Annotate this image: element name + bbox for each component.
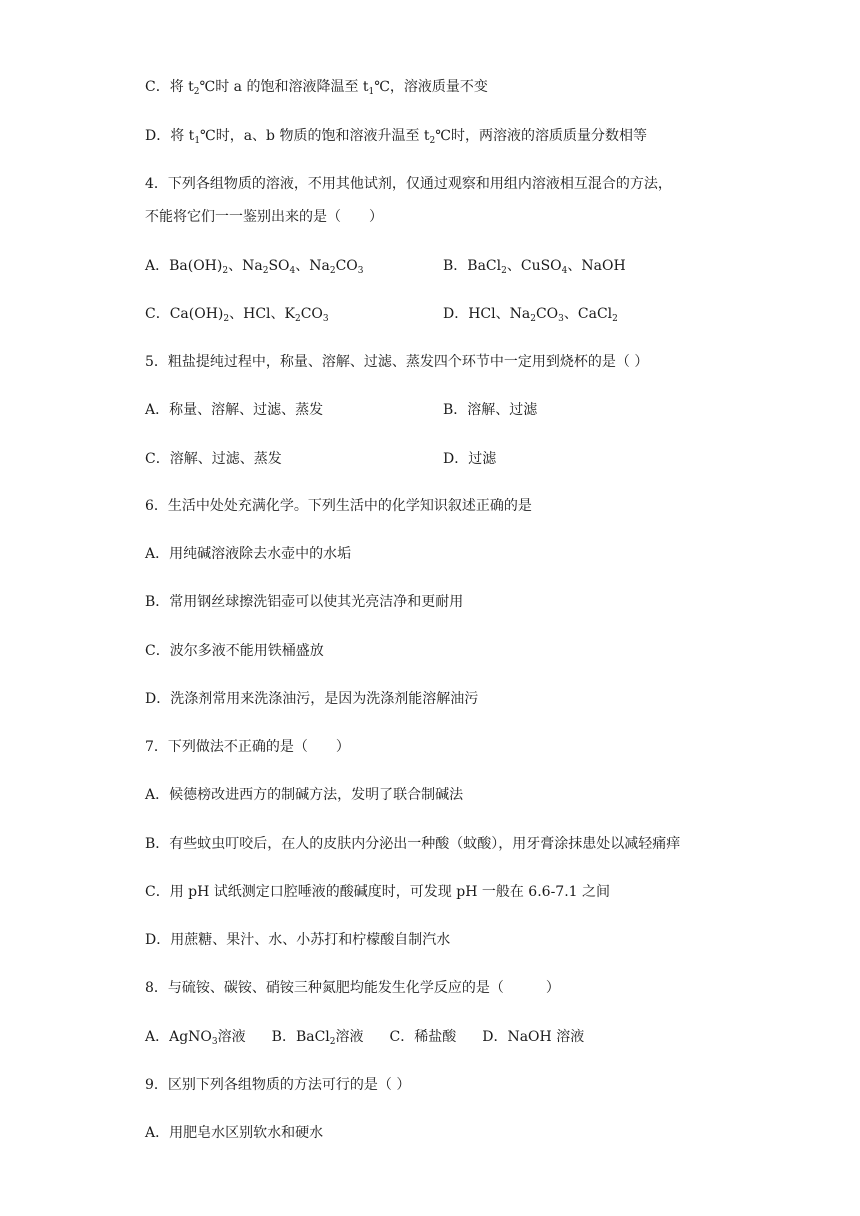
q8-option-b: B．BaCl$_2$溶液 — [271, 1029, 364, 1047]
q4-option-c: C．$Ca(OH)_2$、HCl、$K_2CO_3$ — [145, 306, 329, 324]
q7-stem: 7．下列做法不正确的是（ ） — [145, 739, 350, 755]
q7-option-d: D．用蔗糖、果汁、水、小苏打和柠檬酸自制汽水 — [145, 932, 451, 948]
q5-stem: 5．粗盐提纯过程中，称量、溶解、过滤、蒸发四个环节中一定用到烧杯的是（ ） — [145, 354, 649, 370]
q8-options-row — [145, 1027, 610, 1047]
q8-option-c: C．稀盐酸 — [389, 1029, 457, 1045]
q5-option-a: A．称量、溶解、过滤、蒸发 — [145, 402, 324, 418]
q8-stem: 8．与硫铵、碳铵、硝铵三种氮肥均能发生化学反应的是（ ） — [145, 980, 560, 996]
q3-option-c: C．将 $t_2℃$时 a 的饱和溶液降温至 $t_1℃$，溶液质量不变 — [145, 79, 488, 97]
q6-option-c: C．波尔多液不能用铁桶盛放 — [145, 643, 324, 659]
q5-option-c: C．溶解、过滤、蒸发 — [145, 451, 282, 467]
q7-option-c: C．用 pH 试纸测定口腔唾液的酸碱度时，可发现 pH 一般在 6.6-7.1 之间 — [145, 884, 611, 900]
q4-option-d: D．HCl、$Na_2CO_3$、CaCl$_2$ — [443, 306, 618, 324]
q9-stem: 9．区别下列各组物质的方法可行的是（ ） — [145, 1077, 411, 1093]
q7-option-b: B．有些蚊虫叮咬后，在人的皮肤内分泌出一种酸（蚊酸），用牙膏涂抹患处以减轻痛痒 — [145, 836, 681, 852]
q4-option-b: B．BaCl$_2$、CuSO$_4$、NaOH — [443, 258, 626, 276]
q6-stem: 6．生活中处处充满化学。下列生活中的化学知识叙述正确的是 — [145, 498, 532, 514]
q4-option-a: A．$Ba(OH)_2$、$Na_2SO_4$、$Na_2CO_3$ — [145, 258, 364, 276]
q9-option-a: A．用肥皂水区别软水和硬水 — [145, 1125, 324, 1141]
q4-stem-line1: 4．下列各组物质的溶液，不用其他试剂，仅通过观察和用组内溶液相互混合的方法， — [145, 176, 672, 192]
q3-option-d: D．将 $t_1℃$时，a、b 物质的饱和溶液升温至 $t_2℃$时，两溶液的溶质质量分数相等 — [145, 128, 647, 146]
q8-option-a: A．AgNO$_3$溶液 — [145, 1029, 246, 1047]
q4-stem-line2: 不能将它们一一鉴别出来的是（ ） — [145, 209, 383, 225]
q5-option-b: B．溶解、过滤 — [443, 402, 538, 418]
q7-option-a: A．候德榜改进西方的制碱方法，发明了联合制碱法 — [145, 787, 464, 803]
q6-option-a: A．用纯碱溶液除去水壶中的水垢 — [145, 546, 352, 562]
q6-option-d: D．洗涤剂常用来洗涤油污，是因为洗涤剂能溶解油污 — [145, 691, 479, 707]
q6-option-b: B．常用钢丝球擦洗铝壶可以使其光亮洁净和更耐用 — [145, 594, 464, 610]
q5-option-d: D．过滤 — [443, 451, 497, 467]
q8-option-d: D．NaOH 溶液 — [482, 1029, 585, 1045]
